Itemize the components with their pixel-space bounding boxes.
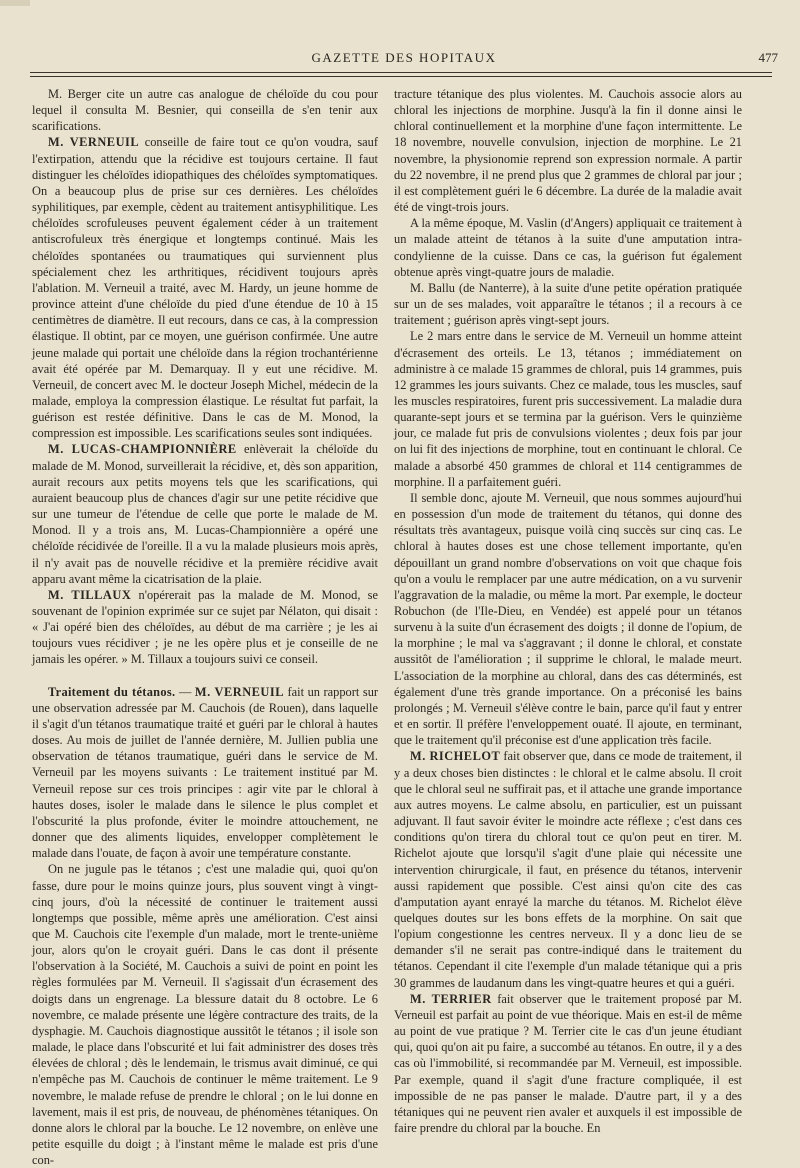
page-number: 477 xyxy=(758,50,778,65)
paragraph xyxy=(32,134,378,441)
paragraph xyxy=(394,86,742,215)
paragraph xyxy=(32,861,378,1168)
speaker-name: M. TERRIER xyxy=(410,991,492,1006)
paragraph-text: On ne jugule pas le tétanos ; c'est une maladie qui, quoi qu'on fasse, dure pour le moins quinze jours, plus souvent vingt à vingt-cinq jours, d'où la nécessité de continuer le traitement aussi longtemps que possible, même après une amélioration. C'est ainsi que M. Cauchois cite l'exemple d'un malade, mort le trente-unième jour, alors qu'on le croyait guéri. Dans le cas dont il présente l'observation à la Société, M. Cauchois a suivi de point en point les règles formulées par M. Verneuil. Il s'agissait d'un écrasement des doigts dans un engrenage. La blessure datait du 8 octobre. Le 6 novembre, ce malade présente une légère contracture des traits, de la dysphagie. M. Cauchois diagnostique aussitôt le tétanos ; il isole son malade, le place dans l'obscurité et lui fait administrer des doses très élevées de chloral ; dès le lendemain, le trismus avait diminué, ce qui n'empêche pas M. Cauchois de continuer le même traitement. Le 9 novembre, le malade refuse de prendre le chloral ; on le lui donne en lavement, mais il est pris, de nouveau, de phénomènes tétaniques. On donne alors le chloral par la bouche. Le 12 novembre, on enlève une petite esquille du doigt ; à l'instant même le malade est pris d'une con- xyxy=(32,862,378,1168)
paragraph-text: Il semble donc, ajoute M. Verneuil, que nous sommes aujourd'hui en possession d'un mode de traitement du tétanos, qui donne des résultats très avantageux, puisque voilà cinq succès sur cinq cas. Le chloral à hautes doses est une chose tellement importante, qu'en dépouillant un grand nombre d'observations on voit que chaque fois qu'on a voulu le remplacer par une autre médication, on a vu survenir l'aggravation de la maladie, ou même la mort. Par exemple, le docteur Robuchon (de l'Ile-Dieu, en Vendée) est appelé pour un tétanos survenu à la suite d'un écrasement des doigts ; il donne de l'opium, de la morphine ; le mal va s'aggravant ; il donne le chloral, et constate aussitôt de l'amélioration ; il supprime le chloral, le malade meurt. L'association de la morphine au chloral, dans des cas déterminés, est également d'une très grande importance. On a préconisé les bains prolongés ; M. Verneuil s'élève contre le bain, parce qu'il faut y entrer et en sortir. Il préfère l'enveloppement ouaté. Il ajoute, en terminant, que le traitement qu'il préconise est d'une application très facile. xyxy=(394,490,742,748)
header-rule-top xyxy=(30,72,772,73)
speaker-name: M. LUCAS-CHAMPIONNIÈRE xyxy=(48,442,237,457)
paragraph: Traitement du tétanos. — M. VERNEUIL fait un rapport sur une observation adressée par M. Cauchois (de Rouen), dans laquelle il s'agit d'un tétanos traumatique traité et guéri par le chloral à hautes doses. Au mois de juillet de l'année dernière, M. Jullien publia une observation de tétanos traumatique, guéri dans le service de M. Verneuil par les moyens suivants : Le traitement institué par M. Verneuil repose sur ces trois principes : agir vite par le chloral à hautes doses, isoler le malade dans le silence le plus complet et l'obscurité la plus profonde, éviter le moindre attouchement, ne donner que des aliments liquides, envelopper complètement le malade dans l'ouate, de façon à avoir une température constante. xyxy=(32,684,379,861)
paragraph-text: enlèverait la chéloïde du malade de M. Monod, surveillerait la récidive, et, dès son apparition, aurait recours aux petits moyens tels que les scarifications, qui auraient beaucoup plus de chances d'agir sur une petite récidive que sur une tumeur de l'étendue de celle que porte le malade de M. Monod. Il y a trois ans, M. Lucas-Championnière a opéré une chéloïde récidivée de l'oreille. Il a vu la malade plusieurs mois après, il n'y avait pas de nouvelle récidive et la première récidive avait apparu avant même la cicatrisation de la plaie. xyxy=(32,442,378,586)
paragraph xyxy=(32,86,378,134)
paragraph xyxy=(394,328,742,490)
paragraph-text: M. Ballu (de Nanterre), à la suite d'une petite opération pratiquée sur un de ses malades, voit apparaître le tétanos ; il a recours à ce traitement ; guérison après vingt-sept jours. xyxy=(394,280,742,328)
paragraph-text: M. Berger cite un autre cas analogue de chéloïde du cou pour lequel il consulta M. Besnier, qui conseilla de s'en tenir aux scarifications. xyxy=(32,87,378,134)
right-column xyxy=(394,86,742,1136)
speaker-name: M. TILLAUX xyxy=(48,587,132,602)
paragraph xyxy=(394,748,742,990)
paragraph-text: conseille de faire tout ce qu'on voudra, sauf l'extirpation, attendu que la récidive est toujours certaine. Il faut distinguer les chéloïdes idiopathiques des chéloïdes symptomatiques. On a beaucoup plus de prise sur ces dernières. Les chéloïdes syphilitiques, par exemple, cèdent au traitement antisyphilitique. Les chéloïdes scrofuleuses peuvent également céder à un traitement antiscrofuleux très énergique et longtemps continué. Mais les chéloïdes spontanées ou traumatiques qui surviennent plus spécialement chez les arthritiques, récidivent toujours après l'ablation. M. Verneuil a traité, avec M. Hardy, un jeune homme de province atteint d'une chéloïde du pied d'une étendue de 10 à 15 centimètres de diamètre. Il eut recours, dans ce cas, à la compression élastique. Il obtint, par ce moyen, une guérison confirmée. Une autre jeune malade qui portait une chéloïde dans la région trochantérienne avait été opérée par M. Demarquay. Il y eut une récidive. M. Verneuil, de concert avec M. le docteur Joseph Michel, médecin de la malade, employa la compression élastique. Le résultat fut parfait, la guérison est restée définitive. Dans le cas de M. Monod, la compression est impossible. Les scarifications seules sont indiquées. xyxy=(32,135,378,441)
section-title: Traitement du tétanos. xyxy=(48,684,176,699)
paragraph xyxy=(394,991,742,1136)
paragraph xyxy=(32,441,378,586)
page-header xyxy=(30,50,778,70)
paragraph-text: Le 2 mars entre dans le service de M. Verneuil un homme atteint d'écrasement des orteils. Le 13, tétanos ; immédiatement on administre à ce malade 15 grammes de chloral, puis 14 grammes, puis 12 grammes les jours suivants. Chez ce malade, tous les muscles, sauf les muscles respiratoires, furent pris successivement. La maladie dura quarante-sept jours et se termina par la guérison. Vers le quinzième jour, ce malade fut pris de convulsions violentes ; deux fois par jour on lui fit des injections de morphine, tout en continuant le chloral. Ce malade a absorbé 450 grammes de chloral et 114 centigrammes de morphine. Il a parfaitement guéri. xyxy=(394,329,742,489)
paragraph-text: fait un rapport sur une observation adressée par M. Cauchois (de Rouen), dans laquelle il s'agit d'un tétanos traumatique traité et guéri par le chloral à hautes doses. Au mois de juillet de l'année dernière, M. Jullien publia une observation de tétanos traumatique, guéri dans le service de M. Verneuil par les moyens suivants : Le traitement institué par M. Verneuil repose sur ces trois principes : agir vite par le chloral à hautes doses, isoler le malade dans le silence le plus complet et l'obscurité la plus profonde, éviter le moindre attouchement, ne donner que des aliments liquides, envelopper complètement le malade dans l'ouate, de façon à avoir une température constante. xyxy=(32,684,379,861)
speaker-name: M. RICHELOT xyxy=(410,749,501,764)
page-edge-mark xyxy=(0,0,30,6)
paragraph-text: n'opérerait pas la malade de M. Monod, se souvenant de l'opinion exprimée sur ce sujet par Nélaton, qui disait : « J'ai opéré bien des chéloïdes, au début de ma carrière ; je les ai toujours vues récidiver ; je ne les opère plus et je conseille de ne jamais les opérer. » M. Tillaux a toujours suivi ce conseil. xyxy=(32,587,378,667)
paragraph xyxy=(32,587,378,668)
paragraph xyxy=(394,215,742,280)
paragraph-text: A la même époque, M. Vaslin (d'Angers) appliquait ce traitement à un malade atteint de tétanos à la suite d'une amputation intra-condylienne de la cuisse. Dans ce cas, la guérison fut également obtenue après vingt-quatre jours de maladie. xyxy=(394,216,742,279)
speaker-name: M. VERNEUIL xyxy=(194,684,284,699)
journal-title: GAZETTE DES HOPITAUX xyxy=(311,50,497,65)
paragraph-text: fait observer que le traitement proposé par M. Verneuil est parfait au point de vue théorique. Mais en est-il de même au point de vue pratique ? M. Terrier cite le cas d'un jeune étudiant qui, quoi qu'on ait pu faire, a succombé au tétanos. En outre, il y a des cas où l'immobilité, si recommandée par M. Verneuil, est impossible. Par exemple, quand il s'agit d'une fracture compliquée, il est impossible de ne pas panser le malade. D'autre part, il y a des tétaniques qui ne peuvent rien avaler et auxquels il est impossible de faire prendre du chloral par la bouche. En xyxy=(394,991,742,1135)
left-column xyxy=(32,86,378,1168)
speaker-name: M. VERNEUIL xyxy=(48,135,140,150)
paragraph xyxy=(394,280,742,328)
paragraph xyxy=(394,490,742,749)
paragraph-text: fait observer que, dans ce mode de traitement, il y a deux choses bien distinctes : le chloral et le calme absolu. Il croit que le chloral seul ne suffirait pas, et il attache une grande importance aux autres moyens. Le calme absolu, en particulier, est un puissant adjuvant. Il faut savoir éviter le moindre acte réflexe ; c'est dans ces conditions qu'on tirera du chloral tout ce qu'on peut en tirer. M. Richelot ajoute que lorsqu'il s'agit d'une plaie qui nécessite une intervention chirurgicale, il faut, en présence du tétanos, intervenir aussi rapidement que possible. C'est ainsi qu'on cite des cas d'amputation ayant enrayé la marche du tétanos. M. Richelot élève quelques doutes sur les bons effets de la morphine. On sait que l'opium congestionne les centres nerveux. Il y a donc lieu de se demander s'il ne serait pas contre-indiqué dans le traitement du tétanos. Cependant il cite l'exemple d'un malade tétanique qui a pris 30 grammes de laudanum dans les vingt-quatre heures et qui a guéri. xyxy=(394,749,742,990)
paragraph-text: tracture tétanique des plus violentes. M. Cauchois associe alors au chloral les injections de morphine. Jusqu'à la fin il donne ainsi le chloral continuellement et la morphine d'une façon intermittente. Le 18 novembre, nouvelle convulsion, injection de morphine. Le 21 novembre, la physionomie reprend son expression normale. A partir du 22 novembre, il ne prend plus que 2 grammes de chloral par jour ; il est complètement guéri le 6 décembre. La durée de la maladie avait été de vingt-trois jours. xyxy=(394,87,742,215)
section-gap xyxy=(32,668,378,684)
header-rule-bottom xyxy=(30,76,772,77)
